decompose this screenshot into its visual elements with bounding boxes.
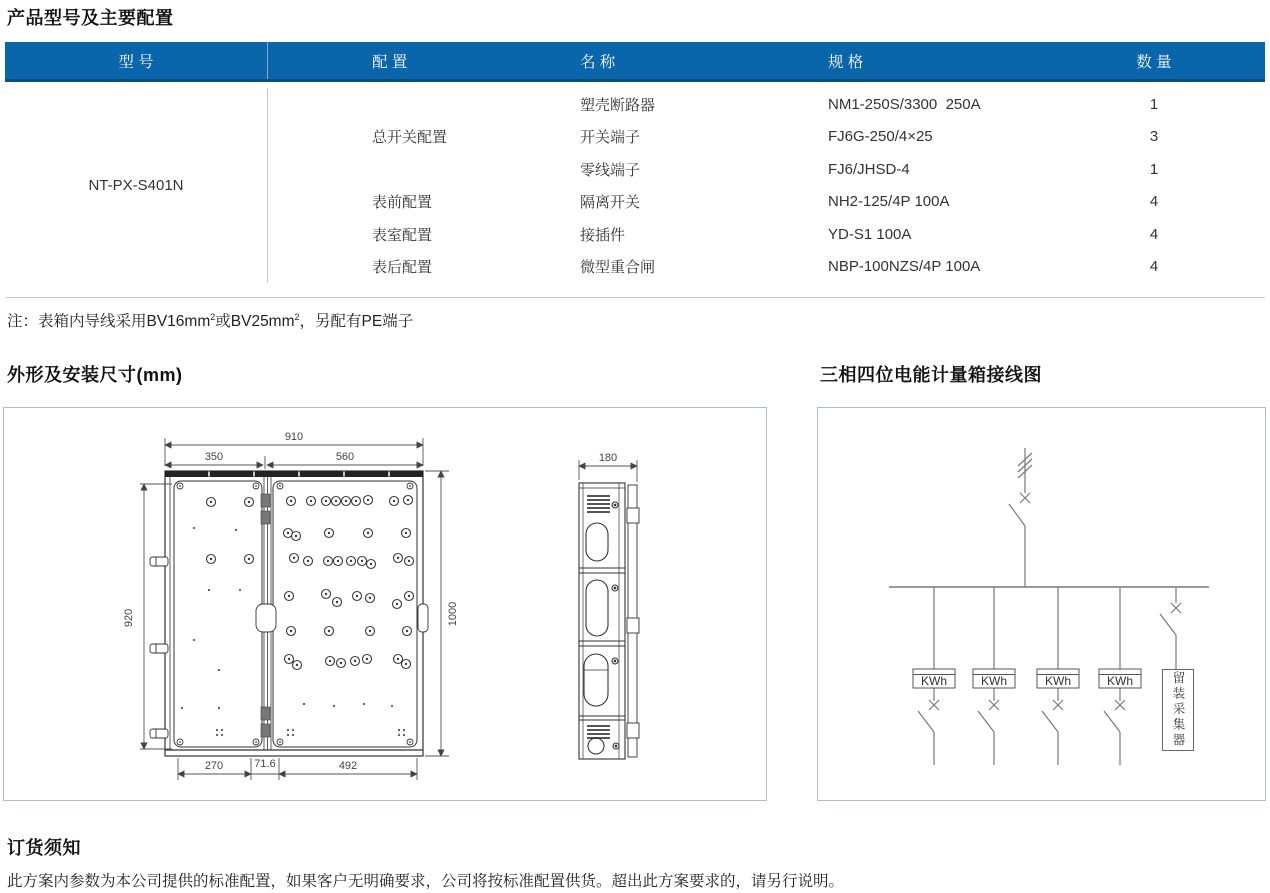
dim-bottom-left: 270	[204, 760, 224, 772]
table-row-spec: FJ6/JHSD-4	[828, 160, 910, 178]
table-row-qty: 4	[1149, 258, 1159, 276]
dimensions-section-title: 外形及安装尺寸(mm)	[7, 365, 183, 385]
table-row-qty: 3	[1149, 128, 1159, 146]
ordering-text: 此方案内参数为本公司提供的标准配置，如果客户无明确要求，公司将按标准配置供货。超出此方案要求的，请另行说明。	[7, 873, 845, 890]
table-body	[5, 82, 1265, 298]
dimensions-drawing-panel	[3, 407, 767, 801]
config-group-before: 表前配置	[372, 194, 433, 212]
config-group-after: 表后配置	[372, 259, 433, 277]
table-row-qty: 4	[1149, 225, 1159, 243]
table-row-qty: 4	[1149, 193, 1159, 211]
kwh-meter-label: KWh	[1044, 674, 1072, 688]
superscript: 2	[294, 311, 300, 322]
table-row-name: 隔离开关	[580, 194, 641, 212]
config-table	[5, 42, 1265, 298]
wire-note: 注：表箱内导线采用$BV16mm^2$或$BV25mm^2$，另配有PE端子	[7, 311, 414, 330]
table-row-qty: 1	[1149, 95, 1159, 113]
config-group-main: 总开关配置	[372, 129, 448, 147]
col-header-config: 配 置	[372, 53, 408, 71]
dim-door-height: 920	[123, 608, 135, 628]
table-row-spec: NM1-250S/3300 250A	[828, 95, 981, 113]
table-row-name: 零线端子	[580, 161, 641, 179]
dim-depth: 180	[598, 452, 618, 464]
panel-holes	[177, 483, 414, 745]
table-header-row	[5, 42, 1265, 82]
table-row-name: 开关端子	[580, 129, 641, 147]
ordering-title: 订货须知	[7, 838, 81, 858]
dim-bottom-mid: 71.6	[254, 758, 276, 770]
table-row-name: 塑壳断路器	[580, 96, 656, 114]
col-header-name: 名 称	[580, 53, 616, 71]
dim-right-door-width: 560	[335, 451, 355, 463]
col-header-spec: 规 格	[828, 53, 864, 71]
model-value: NT-PX-S401N	[5, 88, 268, 283]
dimension-lines	[140, 438, 637, 780]
kwh-meter-label: KWh	[1106, 674, 1134, 688]
table-row-name: 微型重合闸	[580, 259, 656, 277]
wiring-diagram	[818, 408, 1265, 800]
config-group-room: 表室配置	[372, 226, 433, 244]
kwh-meter-label: KWh	[920, 674, 948, 688]
kwh-meter-label: KWh	[980, 674, 1008, 688]
table-row-spec: NBP-100NZS/4P 100A	[828, 258, 981, 276]
col-header-qty: 数 量	[1136, 53, 1172, 71]
dim-left-door-width: 350	[204, 451, 224, 463]
col-header-model: 型 号	[5, 42, 268, 79]
table-row-spec: YD-S1 100A	[828, 225, 912, 243]
table-row-spec: FJ6G-250/4×25	[828, 128, 933, 146]
dim-box-height: 1000	[447, 601, 459, 627]
wiring-section-title: 三相四位电能计量箱接线图	[820, 365, 1042, 385]
table-row-qty: 1	[1149, 160, 1159, 178]
wiring-diagram-panel	[817, 407, 1266, 801]
superscript: 2	[210, 311, 216, 322]
page-title: 产品型号及主要配置	[7, 8, 174, 28]
outline-drawing	[4, 408, 766, 800]
screw-marks	[612, 502, 619, 749]
table-row-spec: NH2-125/4P 100A	[828, 193, 950, 211]
dim-bottom-right: 492	[338, 760, 358, 772]
table-row-name: 接插件	[580, 226, 626, 244]
front-view-drawing	[150, 471, 428, 756]
reserved-collector-box: 留装采集器	[1162, 669, 1194, 751]
side-view-drawing	[579, 483, 639, 759]
dim-overall-width: 910	[284, 431, 304, 443]
